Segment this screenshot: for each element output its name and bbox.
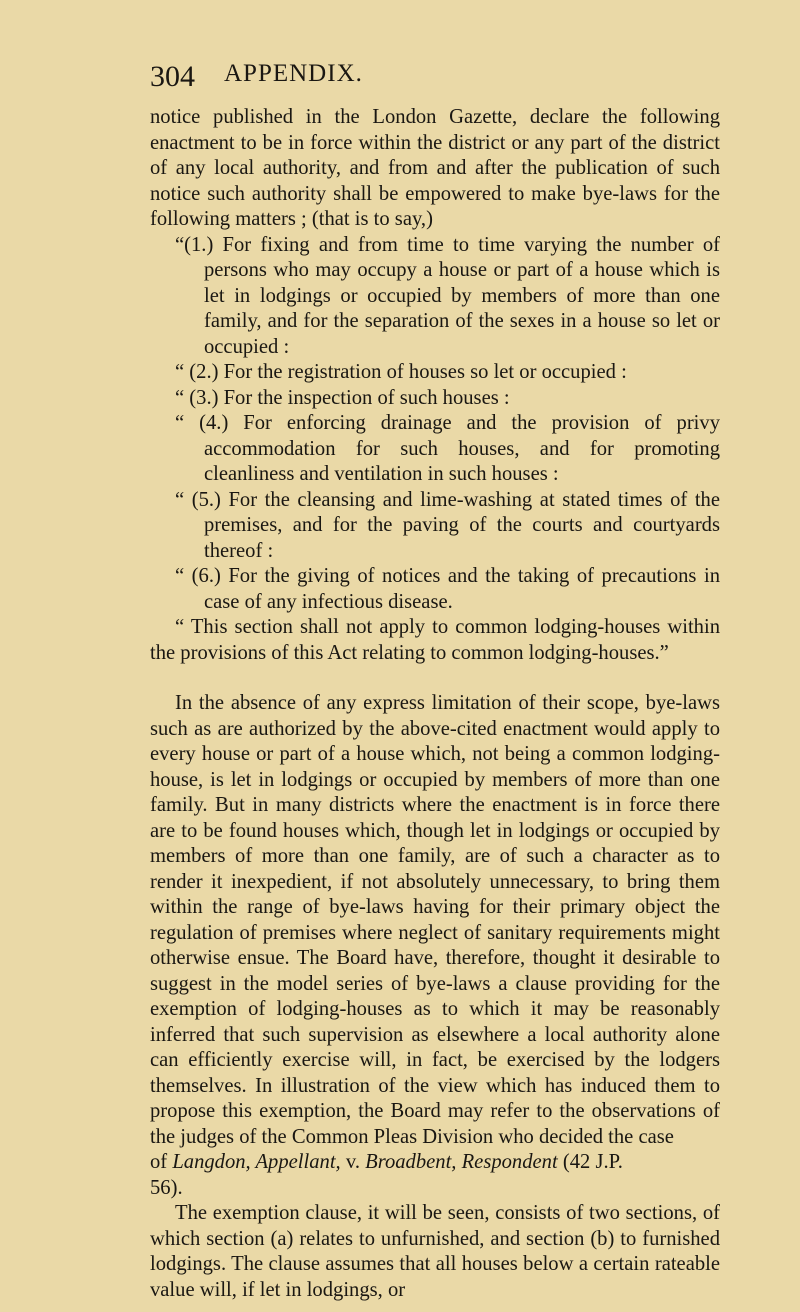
list-item-5: “ (5.) For the cleansing and lime-washing at stated times of the premises, and for the paving of the courts and courtyards thereof :	[175, 488, 720, 562]
case-party-respondent: Broadbent, Respondent	[365, 1151, 558, 1173]
list-item-3: “ (3.) For the inspection of such houses :	[175, 386, 510, 409]
exemption-paragraph: The exemption clause, it will be seen, consists of two sections, of which section (a) relates to unfurnished, and section (b) to furnished lodgings. The clause assumes that all houses below a certain rateable value will, if let in lodgings, or	[150, 1202, 720, 1301]
list-item-6: “ (6.) For the giving of notices and the taking of precautions in case of any infectious disease.	[175, 565, 720, 613]
case-citation-end: 56).	[150, 1176, 183, 1199]
absence-paragraph: In the absence of any express limitation of their scope, bye-laws such as are authorized by the above-cited enactment would apply to every house or part of a house which, not being a common lodging-house, is let in lodgings or occupied by members of more than one family. But in many districts where the enactment is in force there are to be found houses which, though let in lodgings or occupied by members of more than one family, are of such a character as to render it inexpedient, if not absolutely unnecessary, to bring them within the range of bye-laws having for their primary object the regulation of premises where neglect of sanitary requirements might otherwise ensue. The Board have, therefore, thought it desirable to suggest in the model series of bye-laws a clause providing for the exemption of lodging-houses as to which it may be reasonably inferred that such supervision as elsewhere a local authority alone can efficiently exercise will, in fact, be exercised by the lodgers themselves. In illustration of the view which has induced them to propose this exemption, the Board may refer to the observations of the judges of the Common Pleas Division who decided the case	[150, 692, 720, 1148]
list-item-4: “ (4.) For enforcing drainage and the provision of privy accommodation for such houses, and for promoting cleanliness and ventilation in such houses :	[175, 412, 720, 485]
case-citation-line	[150, 1150, 720, 1176]
section-note-paragraph: “ This section shall not apply to common lodging-houses within the provisions of this Act relating to common lodging-houses.”	[150, 616, 720, 664]
intro-paragraph: notice published in the London Gazette, declare the following enactment to be in force within the district or any part of the district of any local authority, and from and after the publication of such notice such authority shall be empowered to make bye-laws for the following matters ; (that is to say,)	[150, 106, 720, 230]
case-citation: (42 J.P.	[562, 1151, 623, 1173]
case-versus: v.	[345, 1151, 360, 1173]
page-header	[150, 60, 720, 100]
body-text	[150, 105, 720, 1303]
running-head: APPENDIX.	[224, 60, 363, 87]
case-party-appellant: Langdon, Appellant,	[172, 1151, 341, 1173]
case-of: of	[150, 1151, 168, 1173]
page-number: 304	[150, 60, 195, 93]
list-item-1: “(1.) For fixing and from time to time varying the number of persons who may occupy a house or part of a house which is let in lodgings or occupied by members of more than one family, and for the separation of the sexes in a house so let or occupied :	[175, 233, 720, 358]
list-item-2: “ (2.) For the registration of houses so let or occupied :	[175, 361, 627, 383]
